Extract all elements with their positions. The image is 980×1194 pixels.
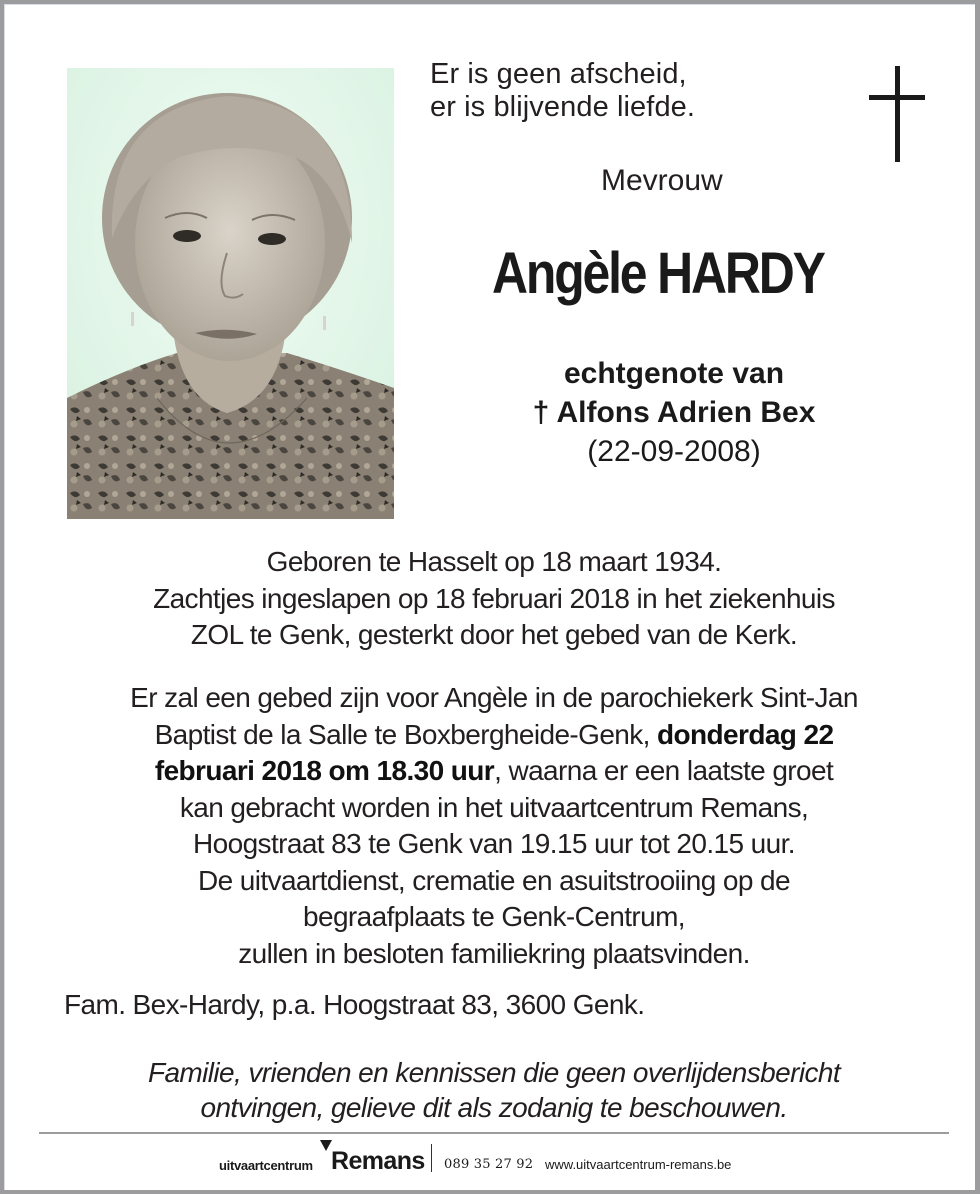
brand-name: Remans <box>331 1147 425 1175</box>
death-place-line: ZOL te Genk, gesterkt door het gebed van de Kerk. <box>190 619 798 650</box>
death-line: Zachtjes ingeslapen op 18 februari 2018 in het ziekenhuis <box>153 582 835 614</box>
birth-line: Geboren te Hasselt op 18 maart 1934. <box>266 546 722 577</box>
service-paragraph <box>44 680 944 972</box>
spouse-info <box>474 354 874 471</box>
obituary-card <box>4 4 975 1190</box>
brand-prefix: uitvaartcentrum <box>219 1158 313 1173</box>
motto-line-1: Er is geen afscheid, <box>430 58 687 90</box>
funeral-home-footer <box>4 1138 980 1178</box>
closing-line-1: Familie, vrienden en kennissen die geen overlijdensbericht <box>147 1057 841 1088</box>
cross-icon <box>869 66 925 162</box>
service-line-6: De uitvaartdienst, crematie en asuitstrooiing op de <box>198 864 790 896</box>
service-line-1: Er zal een gebed zijn voor Angèle in de parochiekerk Sint-Jan <box>130 682 858 713</box>
service-line-3-text: , waarna er een laatste groet <box>494 755 834 786</box>
service-line-7: begraafplaats te Genk-Centrum, <box>303 901 685 932</box>
closing-note <box>44 1055 944 1125</box>
phone-number: 089 35 27 92 <box>444 1157 534 1172</box>
service-line-8: zullen in besloten familiekring plaatsvinden. <box>238 937 750 969</box>
service-line-3 <box>44 753 944 790</box>
spouse-name: † Alfons Adrien Bex <box>532 396 816 429</box>
website-link[interactable]: www.uitvaartcentrum-remans.be <box>545 1157 732 1172</box>
deceased-name: Angèle HARDY <box>492 241 824 306</box>
service-line-5: Hoogstraat 83 te Genk van 19.15 uur tot 20.15 uur. <box>193 828 795 859</box>
portrait-image-icon <box>67 68 394 519</box>
service-line-2 <box>44 717 944 754</box>
family-address: Fam. Bex-Hardy, p.a. Hoogstraat 83, 3600 Genk. <box>64 989 645 1020</box>
spouse-death-date: (22-09-2008) <box>587 435 761 468</box>
service-time-bold: februari 2018 om 18.30 uur <box>154 755 495 786</box>
footer-divider <box>39 1132 949 1134</box>
service-date-bold: donderdag 22 <box>657 718 834 750</box>
motto-line-2: er is blijvende liefde. <box>430 91 696 123</box>
service-line-2-text: Baptist de la Salle te Boxbergheide-Genk, <box>154 718 658 750</box>
portrait-photo <box>67 68 394 519</box>
brand-separator <box>431 1144 432 1172</box>
motto-quote <box>430 58 695 124</box>
service-line-4: kan gebracht worden in het uitvaartcentrum Remans, <box>179 791 809 823</box>
spouse-relation: echtgenote van <box>563 357 785 390</box>
closing-line-2: ontvingen, gelieve dit als zodanig te beschouwen. <box>200 1092 788 1123</box>
title-prefix: Mevrouw <box>601 164 723 197</box>
birth-death-paragraph <box>44 544 944 654</box>
